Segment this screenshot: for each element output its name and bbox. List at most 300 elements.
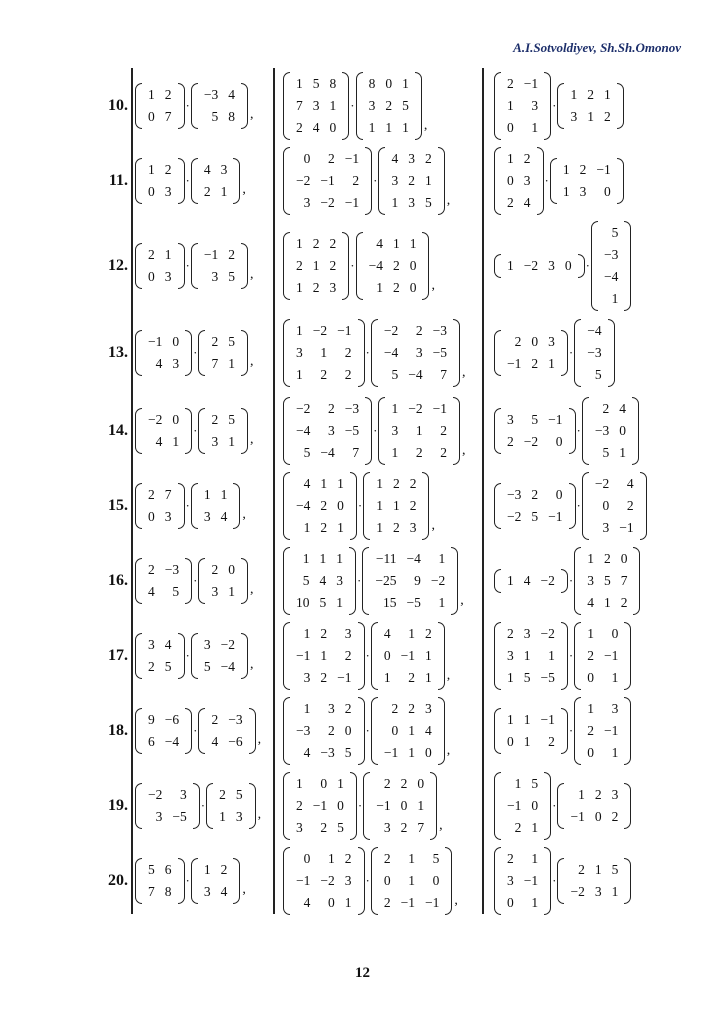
matrix-row — [214, 784, 248, 806]
matrix-entry: 2 — [507, 75, 514, 91]
matrix-right-bracket — [537, 147, 544, 215]
matrix-row — [599, 222, 623, 244]
matrix-row — [379, 698, 437, 720]
matrix-entry: 2 — [211, 411, 219, 427]
matrix-right-bracket — [249, 783, 256, 829]
matrix-entry: −3 — [432, 323, 447, 338]
matrix-entry: −2 — [320, 194, 335, 210]
matrix-a — [135, 558, 192, 604]
matrix-row — [291, 73, 341, 95]
product-expression — [135, 783, 261, 829]
matrix-entries — [371, 773, 429, 839]
matrix-entry: 0 — [507, 172, 514, 188]
multiply-operator: · — [185, 257, 190, 273]
matrix-row — [371, 495, 421, 517]
matrix-row — [386, 170, 436, 192]
matrix-left-bracket — [283, 319, 290, 387]
product-expression — [494, 319, 615, 387]
matrix-row — [291, 548, 348, 570]
matrix-a — [135, 633, 185, 679]
matrix-row — [291, 233, 341, 255]
matrix-a — [135, 83, 185, 129]
matrix-entry: 6 — [164, 861, 172, 877]
matrix-entry: 3 — [344, 625, 352, 641]
part-2-product — [283, 68, 427, 143]
separator-comma: , — [242, 881, 246, 897]
matrix-entry: 0 — [385, 75, 393, 91]
matrix-row — [379, 667, 437, 689]
matrix-b — [574, 622, 631, 690]
matrix-entries — [565, 84, 615, 128]
matrix-right-bracket — [544, 772, 551, 840]
matrix-entry: 1 — [303, 519, 311, 535]
matrix-entry: 3 — [368, 97, 376, 113]
part-3-product — [494, 693, 631, 768]
matrix-row — [599, 288, 623, 310]
matrix-entry: 2 — [594, 786, 602, 802]
matrix-entry: 2 — [296, 257, 303, 273]
matrix-entry: −2 — [148, 786, 163, 802]
matrix-entry: 3 — [408, 150, 415, 166]
matrix-entry: 3 — [408, 194, 415, 210]
matrix-entries — [143, 84, 177, 128]
matrix-entry: 2 — [578, 861, 585, 877]
product-expression — [283, 397, 465, 465]
matrix-entry: 3 — [148, 636, 155, 652]
matrix-entry: 1 — [203, 861, 211, 877]
matrix-entry: 0 — [587, 744, 594, 760]
matrix-entry: −1 — [400, 647, 415, 663]
matrix-row — [199, 656, 240, 678]
matrix-row — [199, 484, 233, 506]
matrix-entry: 1 — [507, 150, 514, 166]
matrix-entry: 3 — [329, 279, 337, 295]
matrix-entry: 1 — [507, 97, 514, 113]
matrix-entries — [582, 623, 623, 689]
matrix-entry: 1 — [328, 850, 335, 866]
matrix-right-bracket — [342, 232, 349, 300]
matrix-entry: 2 — [415, 444, 423, 460]
matrix-entries — [291, 320, 357, 386]
matrix-entry: 0 — [344, 722, 352, 738]
matrix-entry: 2 — [408, 172, 415, 188]
matrix-row — [199, 859, 233, 881]
matrix-entry: −4 — [383, 345, 399, 360]
matrix-entry: −4 — [368, 257, 383, 273]
multiply-operator: · — [544, 172, 549, 188]
matrix-entry: 1 — [523, 733, 531, 749]
matrix-entry: 3 — [155, 808, 163, 824]
matrix-b — [557, 858, 631, 904]
matrix-entry: 5 — [391, 367, 399, 382]
matrix-row — [291, 870, 357, 892]
matrix-b — [198, 708, 255, 754]
matrix-left-bracket — [283, 232, 290, 300]
matrix-b — [371, 697, 445, 765]
matrix-entry: 7 — [148, 883, 155, 899]
part-3-product — [494, 468, 647, 543]
matrix-row — [364, 233, 422, 255]
matrix-entry: 2 — [391, 700, 399, 716]
exercise-number: 17. — [108, 646, 128, 664]
matrix-entry: 1 — [391, 400, 399, 416]
part-3-product — [494, 313, 615, 393]
matrix-entry: −1 — [296, 872, 311, 888]
exercise-number: 14. — [108, 421, 128, 439]
matrix-entry: 5 — [344, 744, 352, 760]
matrix-entry: 0 — [303, 850, 311, 866]
matrix-entries — [502, 848, 543, 914]
product-expression — [494, 472, 647, 540]
matrix-left-bracket — [371, 319, 378, 387]
matrix-row — [291, 473, 349, 495]
matrix-entry: 1 — [391, 444, 399, 460]
matrix-entries — [364, 233, 422, 299]
matrix-entry: −1 — [296, 647, 311, 663]
matrix-entry: 3 — [611, 700, 619, 716]
matrix-entry: 3 — [391, 422, 399, 438]
matrix-entry: 0 — [531, 334, 539, 349]
matrix-left-bracket — [283, 772, 290, 840]
separator-comma: , — [454, 892, 458, 908]
matrix-row — [502, 192, 536, 214]
multiply-operator: · — [185, 172, 190, 188]
matrix-row — [199, 159, 233, 181]
matrix-row — [143, 331, 184, 353]
separator-comma: , — [446, 667, 451, 683]
product-expression — [494, 397, 639, 465]
matrix-entry: 5 — [172, 583, 180, 599]
matrix-entry: 5 — [611, 861, 619, 877]
matrix-row — [364, 255, 422, 277]
exercise-number: 18. — [108, 721, 128, 739]
matrix-entry: −6 — [228, 733, 243, 749]
matrix-entry: 3 — [211, 583, 219, 599]
matrix-row — [582, 320, 606, 342]
matrix-entry: 5 — [402, 97, 409, 113]
matrix-entry: 1 — [507, 572, 514, 588]
exercise-number: 12. — [108, 256, 128, 274]
matrix-left-bracket — [283, 472, 290, 540]
multiply-operator: · — [568, 572, 574, 588]
matrix-row — [206, 731, 247, 753]
matrix-entry: −6 — [164, 711, 180, 727]
matrix-left-bracket — [356, 232, 363, 300]
matrix-entry: 1 — [392, 235, 400, 251]
matrix-a — [135, 858, 185, 904]
matrix-right-bracket — [569, 483, 576, 529]
matrix-left-bracket — [371, 622, 378, 690]
matrix-row — [582, 742, 623, 764]
matrix-a — [283, 847, 365, 915]
matrix-row — [199, 244, 240, 266]
matrix-entry: −3 — [603, 246, 619, 262]
matrix-entries — [143, 331, 184, 375]
matrix-entry: 1 — [438, 550, 446, 566]
matrix-entries — [386, 398, 452, 464]
matrix-entry: −1 — [603, 722, 619, 738]
matrix-entries — [199, 484, 233, 528]
matrix-entry: 3 — [180, 786, 187, 802]
matrix-entry: 5 — [302, 572, 310, 588]
matrix-entry: 2 — [320, 819, 328, 835]
matrix-entry: 0 — [555, 433, 563, 449]
matrix-row — [291, 398, 364, 420]
matrix-a — [494, 330, 568, 376]
matrix-right-bracket — [350, 772, 357, 840]
matrix-b — [378, 147, 444, 215]
matrix-entry: 4 — [383, 625, 391, 641]
matrix-right-bracket — [561, 622, 568, 690]
matrix-entry: 5 — [432, 850, 440, 866]
matrix-left-bracket — [363, 772, 370, 840]
matrix-entry: 2 — [328, 722, 335, 738]
matrix-entry: 2 — [507, 850, 514, 866]
matrix-row — [502, 148, 536, 170]
exercise-row — [0, 143, 725, 218]
matrix-entries — [143, 784, 192, 828]
matrix-right-bracket — [358, 622, 365, 690]
matrix-entry: 5 — [228, 411, 235, 427]
matrix-entry: 8 — [368, 75, 376, 91]
matrix-left-bracket — [191, 158, 198, 204]
matrix-right-bracket — [561, 708, 568, 754]
matrix-b — [378, 397, 460, 465]
matrix-row — [386, 192, 436, 214]
matrix-left-bracket — [494, 254, 501, 278]
matrix-entry: 0 — [507, 894, 514, 910]
matrix-row — [502, 709, 560, 731]
matrix-left-bracket — [135, 483, 142, 529]
matrix-entries — [558, 159, 616, 203]
matrix-row — [364, 117, 414, 139]
part-1-product — [135, 693, 261, 768]
matrix-entry: 1 — [531, 850, 539, 866]
matrix-entry: 2 — [531, 356, 539, 371]
matrix-entry: 2 — [587, 722, 594, 738]
matrix-row — [291, 892, 357, 914]
matrix-row — [199, 84, 240, 106]
matrix-entries — [206, 331, 240, 375]
matrix-entry: 2 — [296, 797, 303, 813]
matrix-row — [143, 506, 177, 528]
exercise-row — [0, 468, 725, 543]
matrix-entries — [379, 320, 452, 386]
matrix-entries — [565, 784, 623, 828]
matrix-entry: −1 — [619, 519, 634, 535]
matrix-entry: 3 — [220, 161, 228, 177]
matrix-right-bracket — [544, 72, 551, 140]
matrix-right-bracket — [178, 243, 185, 289]
matrix-entry: 7 — [164, 108, 172, 124]
matrix-entries — [291, 233, 341, 299]
matrix-left-bracket — [494, 622, 501, 690]
matrix-right-bracket — [632, 397, 639, 465]
matrix-entries — [582, 698, 623, 764]
matrix-row — [502, 117, 543, 139]
matrix-left-bracket — [582, 397, 589, 465]
matrix-entry: 3 — [164, 183, 172, 199]
matrix-entries — [371, 473, 421, 539]
matrix-entry: 2 — [164, 161, 172, 177]
matrix-entry: 3 — [602, 519, 610, 535]
product-expression — [135, 158, 246, 204]
matrix-row — [143, 159, 177, 181]
matrix-entry: −2 — [570, 883, 585, 899]
matrix-entries — [502, 331, 560, 375]
matrix-row — [502, 409, 568, 431]
matrix-entry: 9 — [414, 572, 421, 588]
matrix-entry: 2 — [409, 475, 417, 491]
matrix-entry: 5 — [164, 658, 172, 674]
matrix-row — [502, 506, 568, 528]
matrix-b — [198, 330, 248, 376]
matrix-entry: 2 — [603, 108, 611, 124]
matrix-row — [291, 817, 349, 839]
matrix-left-bracket — [494, 772, 501, 840]
matrix-row — [291, 442, 364, 464]
matrix-right-bracket — [233, 158, 240, 204]
multiply-operator: · — [568, 647, 574, 663]
product-expression — [494, 221, 631, 311]
matrix-entry: 1 — [507, 711, 514, 727]
matrix-row — [386, 148, 436, 170]
matrix-entry: 2 — [392, 279, 400, 295]
matrix-entry: −3 — [320, 744, 335, 760]
matrix-row — [291, 148, 364, 170]
matrix-entry: −5 — [172, 808, 187, 824]
matrix-b — [191, 243, 248, 289]
exercise-number: 20. — [108, 871, 128, 889]
matrix-entry: 2 — [507, 433, 514, 449]
matrix-row — [291, 255, 341, 277]
matrix-entry: −1 — [383, 744, 399, 760]
matrix-b — [557, 783, 631, 829]
matrix-entries — [291, 148, 364, 214]
matrix-entry: 1 — [562, 183, 570, 199]
matrix-row — [379, 742, 437, 764]
matrix-entry: 1 — [376, 475, 383, 491]
matrix-entry: 3 — [587, 572, 594, 588]
matrix-entry: 5 — [303, 444, 311, 460]
matrix-row — [565, 806, 623, 828]
matrix-entry: 3 — [611, 786, 619, 802]
part-3-product — [494, 768, 631, 843]
matrix-entries — [502, 623, 560, 689]
matrix-a — [494, 569, 568, 593]
matrix-entry: −5 — [540, 669, 555, 685]
matrix-entry: 2 — [344, 345, 352, 360]
matrix-entry: −2 — [320, 872, 335, 888]
matrix-b — [206, 783, 256, 829]
product-expression — [283, 547, 464, 615]
product-expression — [494, 697, 631, 765]
matrix-entry: 1 — [531, 819, 539, 835]
product-expression — [135, 858, 246, 904]
matrix-entry: 3 — [336, 572, 343, 588]
matrix-entry: 5 — [603, 572, 611, 588]
matrix-b — [557, 83, 623, 129]
matrix-left-bracket — [191, 483, 198, 529]
matrix-entry: 4 — [376, 235, 383, 251]
product-expression — [135, 83, 253, 129]
matrix-row — [379, 848, 445, 870]
matrix-row — [502, 892, 543, 914]
matrix-left-bracket — [371, 697, 378, 765]
matrix-row — [379, 870, 445, 892]
matrix-entry: 3 — [164, 268, 172, 284]
matrix-entry: 2 — [328, 400, 335, 416]
matrix-row — [502, 570, 560, 592]
matrix-right-bracket — [185, 708, 192, 754]
matrix-entry: −1 — [523, 872, 539, 888]
matrix-b — [191, 858, 241, 904]
matrix-entry: 1 — [603, 594, 611, 610]
matrix-entry: −5 — [432, 345, 447, 360]
matrix-entries — [379, 848, 445, 914]
matrix-entry: −1 — [320, 172, 335, 188]
matrix-left-bracket — [557, 783, 564, 829]
matrix-entries — [379, 698, 437, 764]
matrix-entry: 1 — [148, 161, 155, 177]
matrix-entry: 0 — [507, 119, 514, 135]
matrix-left-bracket — [574, 622, 581, 690]
matrix-a — [283, 472, 357, 540]
matrix-row — [371, 773, 429, 795]
separator-comma: , — [249, 581, 254, 597]
part-3-product — [494, 843, 631, 918]
matrix-left-bracket — [135, 243, 142, 289]
matrix-left-bracket — [135, 558, 142, 604]
matrix-entry: 0 — [391, 722, 399, 738]
matrix-entry: 15 — [382, 594, 397, 610]
matrix-entry: 2 — [344, 647, 352, 663]
matrix-entry: 3 — [415, 345, 423, 360]
matrix-b — [591, 221, 631, 311]
matrix-entry: 0 — [320, 775, 328, 791]
matrix-entry: −1 — [400, 894, 415, 910]
matrix-entry: 0 — [172, 334, 180, 349]
matrix-a — [135, 243, 185, 289]
matrix-b — [371, 622, 445, 690]
multiply-operator: · — [552, 97, 557, 113]
matrix-entry: 8 — [228, 108, 235, 124]
matrix-row — [199, 506, 233, 528]
matrix-left-bracket — [198, 558, 205, 604]
matrix-row — [291, 773, 349, 795]
exercise-row — [0, 393, 725, 468]
matrix-entry: 2 — [507, 194, 514, 210]
matrix-entry: 3 — [328, 422, 335, 438]
multiply-operator: · — [357, 497, 363, 513]
matrix-entry: 2 — [329, 257, 337, 273]
matrix-right-bracket — [624, 697, 631, 765]
multiply-operator: · — [365, 647, 370, 663]
matrix-right-bracket — [415, 72, 422, 140]
matrix-entry: 3 — [303, 194, 311, 210]
matrix-right-bracket — [453, 397, 460, 465]
matrix-entry: 7 — [440, 367, 447, 382]
matrix-entry: 2 — [312, 279, 320, 295]
matrix-entry: 1 — [408, 625, 415, 641]
separator-comma: , — [460, 592, 464, 608]
matrix-row — [143, 784, 192, 806]
matrix-right-bracket — [233, 858, 240, 904]
matrix-entries — [291, 73, 341, 139]
matrix-entry: 2 — [320, 367, 328, 382]
matrix-row — [371, 795, 429, 817]
matrix-row — [565, 881, 623, 903]
